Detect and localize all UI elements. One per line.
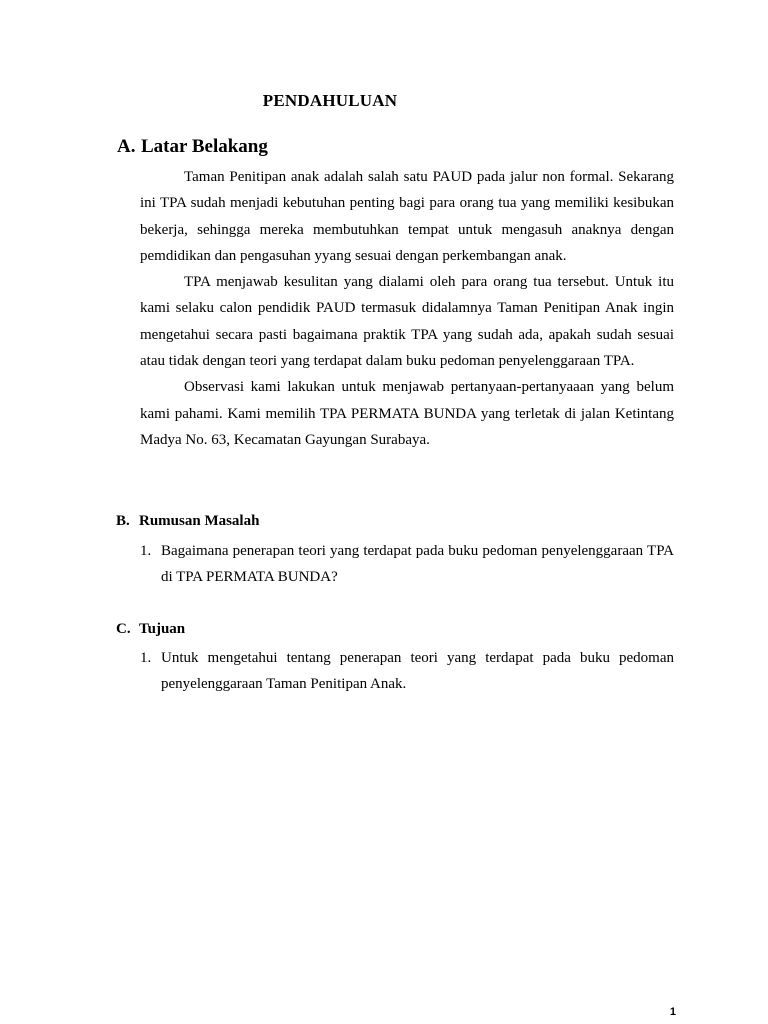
page-number: 1 — [669, 1006, 676, 1018]
section-c-letter: C. — [116, 621, 131, 637]
problem-list-item — [140, 538, 674, 591]
section-a-title: Latar Belakang — [141, 136, 268, 157]
page-title: PENDAHULUAN — [262, 91, 398, 110]
section-a-heading — [117, 136, 268, 158]
objective-list-item — [140, 645, 674, 698]
section-b-title: Rumusan Masalah — [139, 513, 260, 529]
list-item-text: Bagaimana penerapan teori yang terdapat pada buku pedoman penyelenggaraan TPA di TPA PERMATA BUNDA? — [161, 543, 674, 586]
section-b-heading — [116, 513, 259, 530]
background-paragraphs — [140, 164, 674, 453]
list-item-text: Untuk mengetahui tentang penerapan teori yang terdapat pada buku pedoman penyelenggaraan Taman Penitipan Anak. — [161, 650, 674, 693]
paragraph-2: TPA menjawab kesulitan yang dialami oleh para orang tua tersebut. Untuk itu kami selaku calon pendidik PAUD termasuk didalamnya Taman Penitipan Anak ingin mengetahui secara pasti bagaimana praktik TPA yang sudah ada, apakah sudah sesuai atau tidak dengan teori yang terdapat dalam buku pedoman penyelenggaraan TPA. — [140, 274, 674, 370]
section-c-title: Tujuan — [139, 621, 186, 637]
section-b-letter: B. — [116, 513, 130, 529]
list-number: 1. — [140, 543, 152, 559]
section-a-letter: A. — [117, 136, 136, 157]
paragraph-3: Observasi kami lakukan untuk menjawab pertanyaan-pertanyaaan yang belum kami pahami. Kami memilih TPA PERMATA BUNDA yang terletak di jalan Ketintang Madya No. 63, Kecamatan Gayungan Surabaya. — [140, 379, 674, 448]
section-c-heading — [116, 621, 185, 638]
paragraph-1: Taman Penitipan anak adalah salah satu PAUD pada jalur non formal. Sekarang ini TPA sudah menjadi kebutuhan penting bagi para orang tua yang memiliki kesibukan bekerja, sehingga mereka membutuhkan tempat untuk mengasuh anaknya dengan pemdidikan dan pengasuhan yyang sesuai dengan perkembangan anak. — [140, 169, 674, 264]
list-number: 1. — [140, 650, 152, 666]
